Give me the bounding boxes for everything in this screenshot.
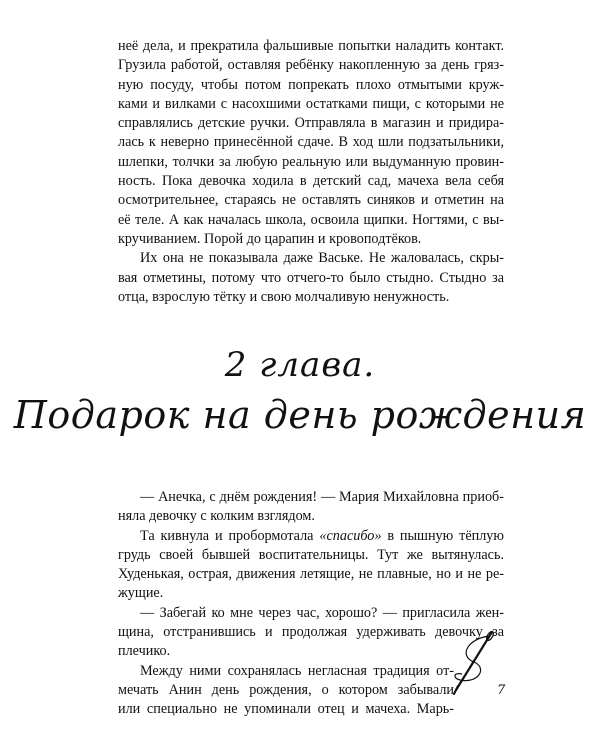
text-block-top [118,37,504,307]
text-line: вая отметины, потому что отчего-то было стыдно. Стыдно за [118,269,504,286]
text-line: няла девочку с колким взглядом. [118,508,315,525]
text-line: неё дела, и прекратила фальшивые попытки наладить контакт. [118,38,504,54]
text-line: Грузила работой, оставляя ребёнку накопленную за день гряз- [118,57,504,74]
text-line: или специально не упоминали отец и мачеха. Марь- [118,701,454,718]
chapter-title: Подарок на день рождения [13,393,587,437]
text-line: лась к неверно принесённой сдаче. В ход шли подзатыльники, [118,134,504,151]
text-line: ную посуду, чтобы потом попрекать плохо отмытыми круж- [118,76,504,93]
text-line: Худенькая, острая, движения летящие, не плавные, но и не ре- [118,566,504,583]
text-line: кручиванием. Порой до царапин и кровоподтёков. [118,230,422,247]
page-number: 7 [497,683,506,698]
text-line: ками и вилками с насохшими остатками пищи, с которыми не [118,95,504,112]
chapter-number: 2 глава. [224,345,376,385]
text-line: отца, взрослую тётку и свою молчаливую ненужность. [118,288,450,305]
text-line: ность. Пока девочка ходила в детский сад, мачеха вела себя [118,173,504,190]
text-line: — Анечка, с днём рождения! — Мария Михайловна приоб- [140,489,504,505]
text-line: Между ними сохранялась негласная традиция от- [140,662,454,679]
text-run: в пышную тёплую [381,527,504,544]
text-line: — Забегай ко мне через час, хорошо? — пригласила жен- [140,604,504,621]
paragraph [118,604,504,662]
text-block-bottom [118,488,504,720]
text-line: щина, отстранившись и продолжая удерживать девочку за [118,624,504,641]
text-line: шлепки, толчки за любую реальную или выдуманную провин- [118,153,504,170]
text-line: плечико. [118,643,171,660]
text-line: мечать Анин день рождения, о котором забывали [118,681,454,698]
text-line: грудь своей бывшей воспитательницы. Тут же вытянулась. [118,546,504,563]
paragraph [118,527,504,604]
paragraph [118,488,504,527]
needle-thread-icon [448,628,498,698]
text-line: осмотрительнее, стараясь не оставлять синяков и отметин на [118,192,504,209]
text-line: жущие. [118,585,164,602]
text-line [118,527,504,546]
paragraph [118,37,504,249]
paragraph [118,249,504,307]
paragraph [118,662,454,720]
emphasis-word: «спасибо» [319,527,382,544]
text-line: справлялись детские ручки. Отправляла в магазин и придира- [118,115,504,132]
text-line: Их она не показывала даже Ваське. Не жаловалась, скры- [140,250,504,267]
text-run: Та кивнула и пробормотала [140,527,320,544]
text-line: её теле. А как началась школа, освоила щипки. Ногтями, с вы- [118,211,504,228]
